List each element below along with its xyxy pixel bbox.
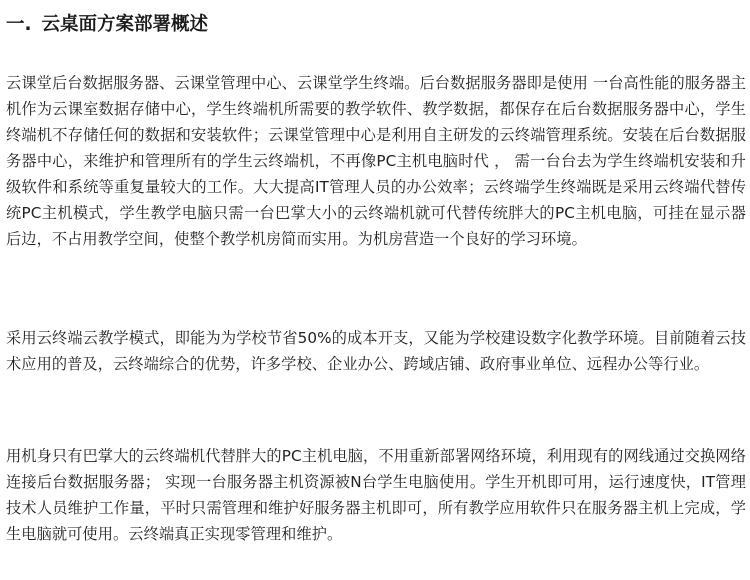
section-heading: [6, 14, 208, 36]
section-title: 云桌面方案部署概述: [41, 14, 209, 35]
paragraph-architecture: 云课堂后台数据服务器、云课堂管理中心、云课堂学生终端。后台数据服务器即是使用 一台高性能的服务器主机作为云课室数据存储中心，学生终端机所需要的教学软件、教学数据，都保存在后台数据服务器中心，学生终端机不存储任何的数据和安装软件；云课堂管理中心是利用自主研发的云终端管理系统。安装在后台数据服务器中心，来维护和管理所有的学生云终端机，不再像PC主机电脑时代 ， 需一台台去为学生终端机安装和升级软件和系统等重复量较大的工作。大大提高IT管理人员的办公效率；云终端学生终端既是采用云终端代替传统PC主机模式，学生教学电脑只需一台巴掌大小的云终端机就可代替传统胖大的PC主机电脑，可挂在显示器后边，不占用教学空间，使整个教学机房简而实用。为机房营造一个良好的学习环境。: [6, 74, 746, 248]
section-number: 一.: [6, 14, 32, 35]
paragraph-deployment: 用机身只有巴掌大的云终端机代替胖大的PC主机电脑，不用重新部署网络环境，利用现有的网线通过交换网络连接后台数据服务器； 实现一台服务器主机资源被N台学生电脑使用。学生开机即可用，运行速度快，IT管理技术人员维护工作量，平时只需管理和维护好服务器主机即可，所有教学应用软件只在服务器主机上完成，学生电脑就可使用。云终端真正实现零管理和维护。: [6, 447, 746, 543]
paragraph-cost-benefit: 采用云终端云教学模式，即能为为学校节省50%的成本开支，又能为学校建设数字化教学环境。目前随着云技术应用的普及，云终端综合的优势，许多学校、企业办公、跨域店铺、政府事业单位、远程办公等行业。: [6, 329, 746, 373]
